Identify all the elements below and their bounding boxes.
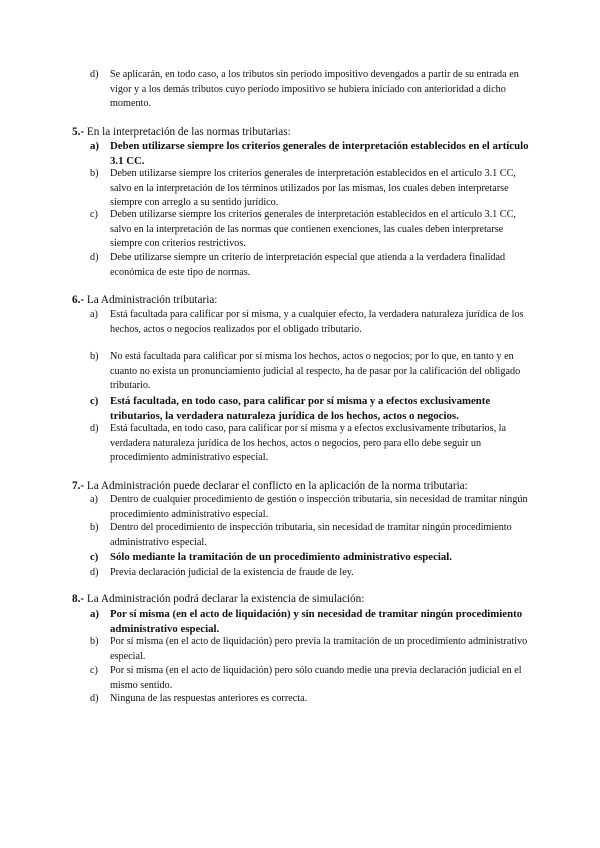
question-number: 8.- [72, 593, 85, 605]
question-6-title [72, 293, 542, 308]
option-text: Deben utilizarse siempre los criterios generales de interpretación establecidos en el artículo 3.1 CC, salvo en la interpretación de los términos utilizados por las mismas, los cuales deben interpretarse siempre con arreglo a su sentido jurídico. [110, 168, 516, 208]
option-letter: d) [90, 693, 99, 704]
option-text: Está facultada para calificar por sí misma, y a cualquier efecto, la verdadera naturaleza jurídica de los hechos, actos o negocios realizados por el obligado tributario. [110, 309, 524, 335]
question-text: La Administración tributaria: [86, 294, 218, 306]
q6-option-c [90, 394, 530, 423]
option-letter: a) [90, 140, 99, 152]
option-text: Está facultada, en todo caso, para calificar por sí misma y a efectos exclusivamente tributarios, la verdadera naturaleza jurídica de los hechos, actos o negocios, pero para ello debe seguir un procedimiento administrativo especial. [110, 423, 507, 463]
option-letter: c) [90, 209, 98, 220]
question-text: La Administración puede declarar el conflicto en la aplicación de la norma tributaria: [86, 480, 468, 492]
q6-option-d [90, 422, 530, 466]
question-5-title [72, 125, 542, 140]
question-number: 6.- [72, 294, 85, 306]
option-text: No está facultada para calificar por sí misma los hechos, actos o negocios; por lo que, en tanto y en cuanto no exista un pronunciamiento judicial al respecto, ha de pasar por la calificación del obligado tributario. [110, 351, 521, 391]
q8-option-b [90, 635, 530, 664]
q7-option-d [90, 566, 530, 581]
option-letter: a) [90, 309, 98, 320]
option-letter: a) [90, 494, 98, 505]
question-7-title [72, 479, 542, 494]
option-text: Deben utilizarse siempre los criterios generales de interpretación establecidos en el artículo 3.1 CC, salvo en la interpretación de las normas que contienen exenciones, las cuales deben interpretarse siempre con criterios restrictivos. [110, 209, 516, 249]
option-letter: b) [90, 636, 99, 647]
option-letter: d) [90, 423, 99, 434]
option-letter: b) [90, 351, 99, 362]
question-text: La Administración podrá declarar la existencia de simulación: [86, 593, 365, 605]
option-text: Está facultada, en todo caso, para calificar por sí misma y a efectos exclusivamente tributarios, la verdadera naturaleza jurídica de los hechos, actos o negocios. [110, 395, 491, 422]
option-text: Por sí misma (en el acto de liquidación) y sin necesidad de tramitar ningún procedimiento administrativo especial. [110, 608, 523, 635]
option-letter: c) [90, 665, 98, 676]
q5-option-c [90, 208, 530, 252]
question-number: 7.- [72, 480, 85, 492]
option-text: Dentro de cualquier procedimiento de gestión o inspección tributaria, sin necesidad de tramitar ningún procedimiento administrativo especial. [110, 494, 528, 520]
option-letter: b) [90, 168, 99, 179]
q5-option-a [90, 139, 530, 168]
option-letter: d) [90, 69, 99, 80]
question-8-title [72, 592, 542, 607]
option-text: Se aplicarán, en todo caso, a los tributos sin período impositivo devengados a partir de su entrada en vigor y a los demás tributos cuyo período impositivo se hubiera iniciado con anterioridad a dicho momento. [110, 69, 519, 109]
q7-option-c [90, 550, 530, 565]
option-letter: d) [90, 567, 99, 578]
option-text: Por sí misma (en el acto de liquidación) pero sólo cuando medie una previa declaración judicial en el mismo sentido. [110, 665, 522, 691]
q7-option-b [90, 521, 530, 550]
option-text: Sólo mediante la tramitación de un procedimiento administrativo especial. [110, 551, 452, 563]
prev-option-d [90, 68, 530, 112]
option-letter: c) [90, 395, 99, 407]
option-letter: d) [90, 252, 99, 263]
q8-option-d [90, 692, 530, 707]
q5-option-b [90, 167, 530, 211]
q7-option-a [90, 493, 530, 522]
q8-option-a [90, 607, 530, 636]
option-text: Deben utilizarse siempre los criterios generales de interpretación establecidos en el artículo 3.1 CC. [110, 140, 529, 167]
option-text: Dentro del procedimiento de inspección tributaria, sin necesidad de tramitar ningún procedimiento administrativo especial. [110, 522, 512, 548]
option-letter: a) [90, 608, 99, 620]
option-letter: b) [90, 522, 99, 533]
question-number: 5.- [72, 126, 85, 138]
option-text: Ninguna de las respuestas anteriores es correcta. [110, 693, 308, 704]
q8-option-c [90, 664, 530, 693]
question-text: En la interpretación de las normas tributarias: [86, 126, 291, 138]
option-text: Por sí misma (en el acto de liquidación) pero previa la tramitación de un procedimiento administrativo especial. [110, 636, 528, 662]
option-text: Previa declaración judicial de la existencia de fraude de ley. [110, 567, 354, 578]
q6-option-a [90, 308, 530, 337]
option-text: Debe utilizarse siempre un criterio de interpretación especial que atienda a la verdadera finalidad económica de este tipo de normas. [110, 252, 506, 278]
q6-option-b [90, 350, 530, 394]
q5-option-d [90, 251, 530, 280]
option-letter: c) [90, 551, 99, 563]
